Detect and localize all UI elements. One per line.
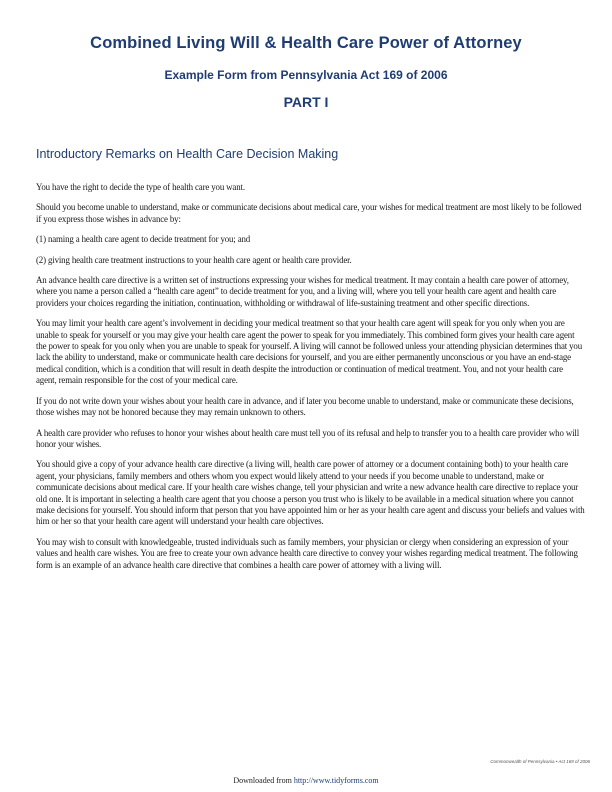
footer-prefix: Downloaded from: [233, 776, 294, 785]
document-subtitle: Example Form from Pennsylvania Act 169 of 2006: [164, 68, 448, 82]
paragraph: You may limit your health care agent’s involvement in deciding your medical treatment so that your health care agent will speak for you only when you are unable to speak for yourself or you may give your health care agent the power to speak for you immediately. This combined form gives your health care agent the power to speak for you only when you are unable to speak for yourself. A living will cannot be followed unless your attending physician determines that you lack the ability to understand, make or communicate health care decisions for yourself, and you are either permanently unconscious or you have an end-stage medical condition, which is a condition that will result in death despite the introduction or continuation of medical treatment. You, and not your health care agent, remain responsible for the cost of your medical care.: [36, 318, 582, 386]
paragraph: (1) naming a health care agent to decide treatment for you; and: [36, 234, 251, 245]
paragraph: You may wish to consult with knowledgeable, trusted individuals such as family members, your physician or clergy when considering an expression of your values and health care wishes. You are free to create your own advance health care directive to convey your wishes regarding medical treatment. The following form is an example of an advance health care directive that combines a health care power of attorney with a living will.: [36, 536, 578, 570]
paragraph: Should you become unable to understand, make or communicate decisions about medical care, your wishes for medical treatment are most likely to be followed if you express those wishes in advance by:: [36, 202, 582, 224]
paragraph: You have the right to decide the type of health care you want.: [36, 182, 245, 192]
paragraph: An advance health care directive is a written set of instructions expressing your wishes for medical treatment. It may contain a health care power of attorney, where you name a person called a “health care agent” to decide treatment for you, and a living will, where you tell your health care agent and health care providers your choices regarding the initiation, continuation, withholding or withdrawal of life-sustaining treatment and other specific directions.: [36, 275, 569, 308]
paragraph: If you do not write down your wishes about your health care in advance, and if later you become unable to understand, make or communicate these decisions, those wishes may not be honored because they may remain unknown to others.: [36, 395, 574, 418]
footer-link[interactable]: http://www.tidyforms.com: [293, 776, 379, 785]
body-text: [36, 182, 585, 580]
section-heading: Introductory Remarks on Health Care Decision Making: [36, 147, 339, 161]
part-heading: PART I: [283, 94, 329, 110]
paragraph: A health care provider who refuses to honor your wishes about health care must tell you of its refusal and help to transfer you to a health care provider who will honor your wishes.: [36, 427, 580, 449]
footer-source-note: Commonwealth of Pennsylvania • Act 169 of 2006: [490, 759, 590, 764]
download-footer: [0, 776, 612, 785]
paragraph: (2) giving health care treatment instructions to your health care agent or health care provider.: [36, 254, 352, 265]
paragraph: You should give a copy of your advance health care directive (a living will, health care power of attorney or a document containing both) to your health care agent, your physicians, family members and others whom you expect would likely attend to your needs if you become unable to understand, make or communicate decisions about medical care. If your health care wishes change, tell your physician and write a new advance health care directive to replace your old one. It is important in selecting a health care agent that you choose a person you trust who is likely to be available in a medical situation where you cannot make decisions for yourself. You should inform that person that you have appointed him or her as your health care agent and discuss your beliefs and values with him or her so that your health care agent will understand your health care objectives.: [36, 459, 585, 527]
document-title: Combined Living Will & Health Care Power of Attorney: [90, 34, 522, 52]
